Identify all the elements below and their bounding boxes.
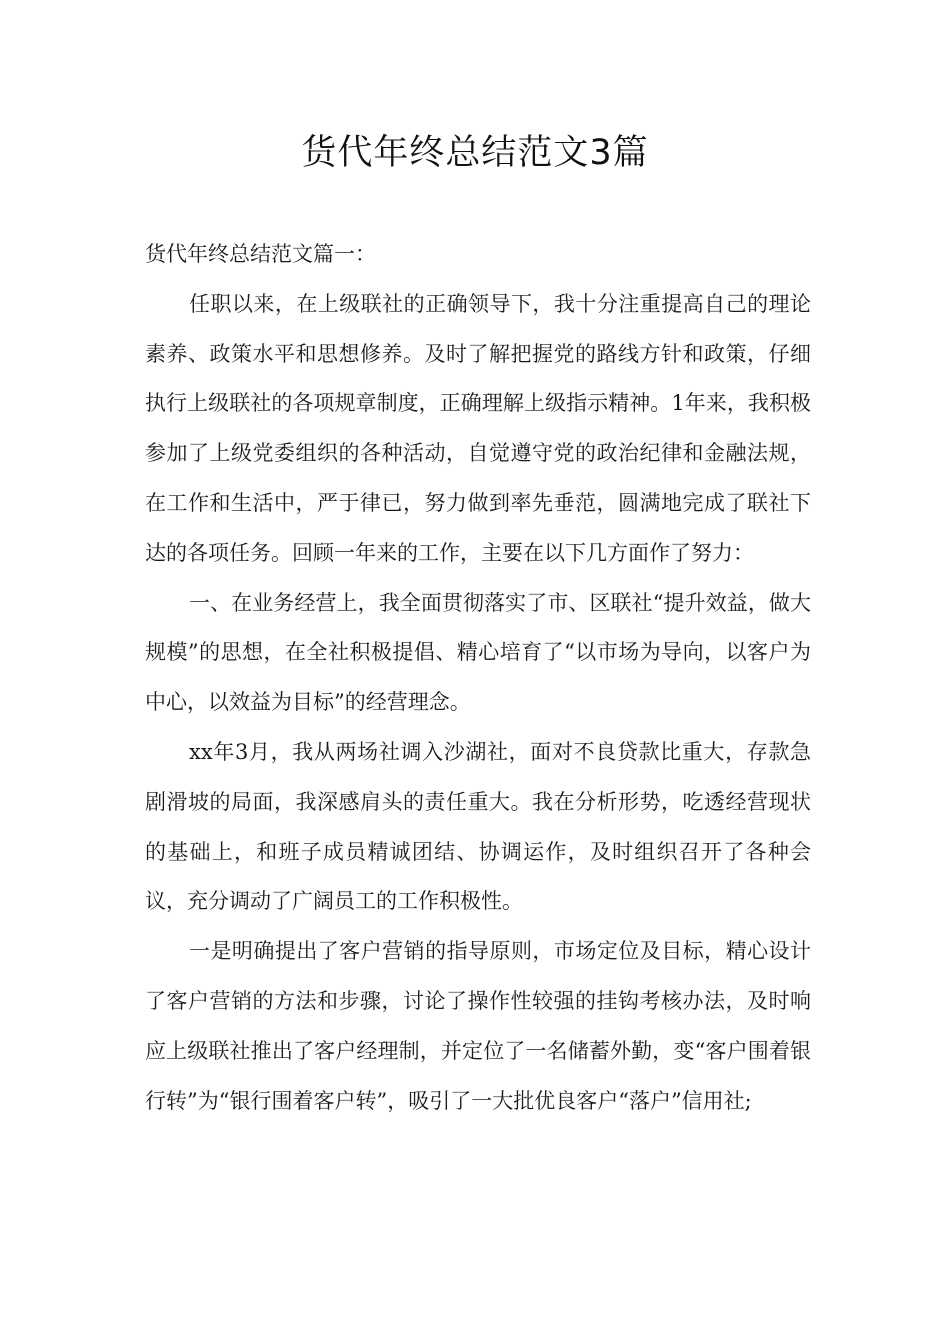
document-title: 货代年终总结范文3篇 bbox=[301, 133, 649, 173]
paragraph-4: 一是明确提出了客户营销的指导原则，市场定位及目标，精心设计了客户营销的方法和步骤，讨论了操作性较强的挂钩考核办法，及时响应上级联社推出了客户经理制，并定位了一名储蓄外勤，变“客户围着银行转”为“银行围着客户转”，吸引了一大批优良客户“落户”信用社; bbox=[145, 939, 811, 1113]
section-heading: 货代年终总结范文篇一： bbox=[145, 242, 376, 266]
document-body bbox=[145, 230, 811, 1126]
paragraph-1: 任职以来，在上级联社的正确领导下，我十分注重提高自己的理论素养、政策水平和思想修养。及时了解把握党的路线方针和政策，仔细执行上级联社的各项规章制度，正确理解上级指示精神。1年来，我积极参加了上级党委组织的各种活动，自觉遵守党的政治纪律和金融法规，在工作和生活中，严于律已，努力做到率先垂范，圆满地完成了联社下达的各项任务。回顾一年来的工作，主要在以下几方面作了努力： bbox=[145, 291, 811, 565]
paragraph-2: 一、在业务经营上，我全面贯彻落实了市、区联社“提升效益，做大规模”的思想，在全社积极提倡、精心培育了“以市场为导向，以客户为中心，以效益为目标”的经营理念。 bbox=[145, 590, 811, 715]
paragraph-3: xx年3月，我从两场社调入沙湖社，面对不良贷款比重大，存款急剧滑坡的局面，我深感肩头的责任重大。我在分析形势，吃透经营现状的基础上，和班子成员精诚团结、协调运作，及时组织召开了各种会议，充分调动了广阔员工的工作积极性。 bbox=[145, 739, 811, 914]
